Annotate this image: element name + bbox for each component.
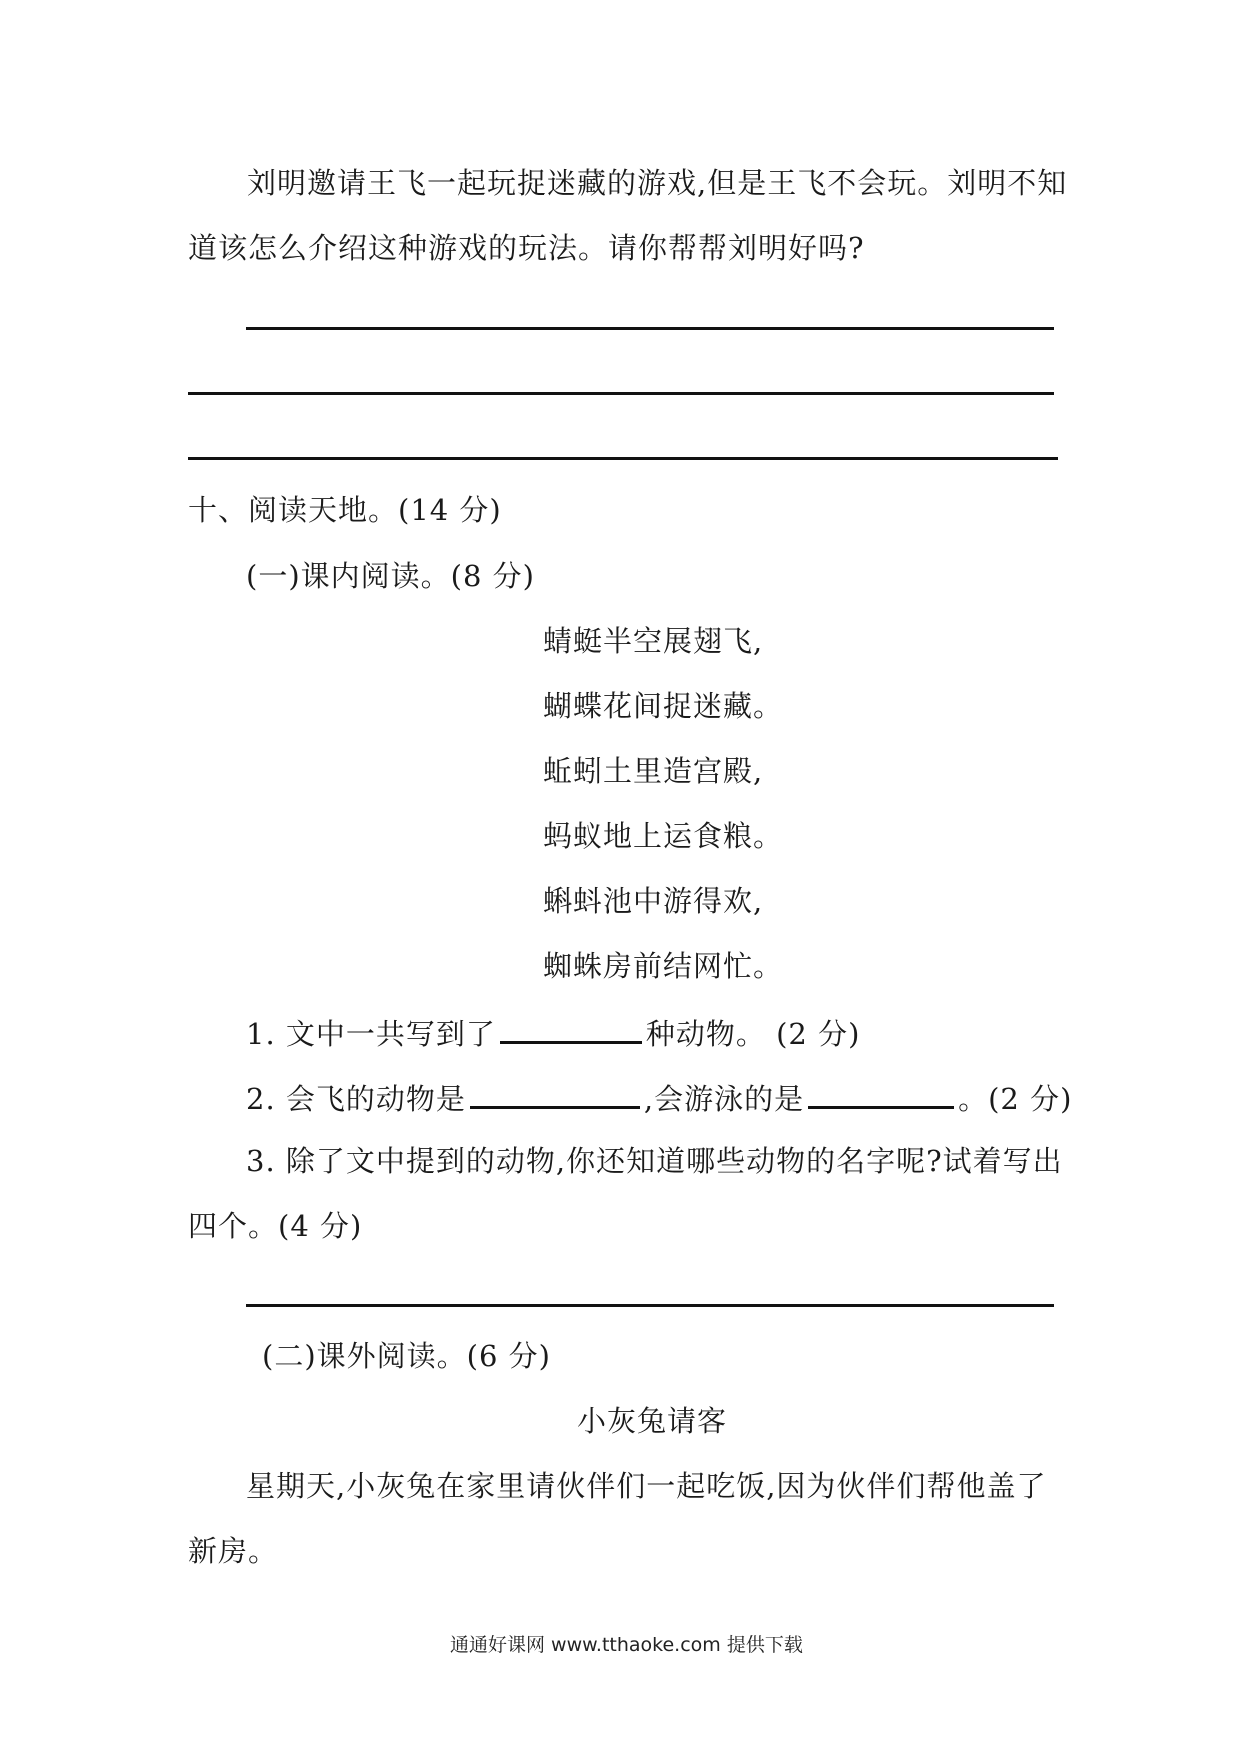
question-3-line-2: 四个。(4 分) [188, 1209, 363, 1243]
poem-line-4: 蚂蚁地上运食粮。 [543, 819, 784, 853]
question-1-blank[interactable] [500, 1011, 642, 1044]
story-line-2: 新房。 [188, 1534, 279, 1568]
question-2 [246, 1076, 1072, 1119]
section-10-heading: 十、阅读天地。(14 分) [188, 493, 502, 527]
question-2-text-middle: ,会游泳的是 [643, 1082, 805, 1116]
story-line-1: 星期天,小灰兔在家里请伙伴们一起吃饭,因为伙伴们帮他盖了 [246, 1469, 1047, 1503]
part-2-heading: (二)课外阅读。(6 分) [262, 1339, 551, 1373]
question-2-blank-swim[interactable] [808, 1076, 954, 1109]
poem-line-6: 蜘蛛房前结网忙。 [543, 949, 784, 983]
question-2-blank-fly[interactable] [470, 1076, 640, 1109]
poem-line-1: 蜻蜓半空展翅飞, [543, 624, 764, 658]
question-2-text-after: 。(2 分) [958, 1082, 1073, 1116]
footer-source: 通通好课网 www.tthaoke.com 提供下载 [450, 1634, 803, 1656]
poem-line-3: 蚯蚓土里造宫殿, [543, 754, 764, 788]
question-1-text-before: 1. 文中一共写到了 [246, 1017, 496, 1051]
question-1 [246, 1011, 860, 1054]
question-2-text-before: 2. 会飞的动物是 [246, 1082, 466, 1116]
poem-line-5: 蝌蚪池中游得欢, [543, 884, 764, 918]
part-1-heading: (一)课内阅读。(8 分) [246, 559, 535, 593]
answer-line-1 [246, 327, 1054, 330]
answer-line-3 [188, 457, 1058, 460]
answer-line-2 [188, 392, 1054, 395]
question-1-text-after: 种动物。 (2 分) [645, 1017, 861, 1051]
intro-line-1: 刘明邀请王飞一起玩捉迷藏的游戏,但是王飞不会玩。刘明不知 [247, 166, 1068, 200]
question-3-answer-line [246, 1304, 1054, 1307]
story-title: 小灰兔请客 [577, 1404, 728, 1438]
intro-line-2: 道该怎么介绍这种游戏的玩法。请你帮帮刘明好吗? [188, 231, 865, 265]
question-3-line-1: 3. 除了文中提到的动物,你还知道哪些动物的名字呢?试着写出 [246, 1144, 1063, 1178]
poem-line-2: 蝴蝶花间捉迷藏。 [543, 689, 784, 723]
